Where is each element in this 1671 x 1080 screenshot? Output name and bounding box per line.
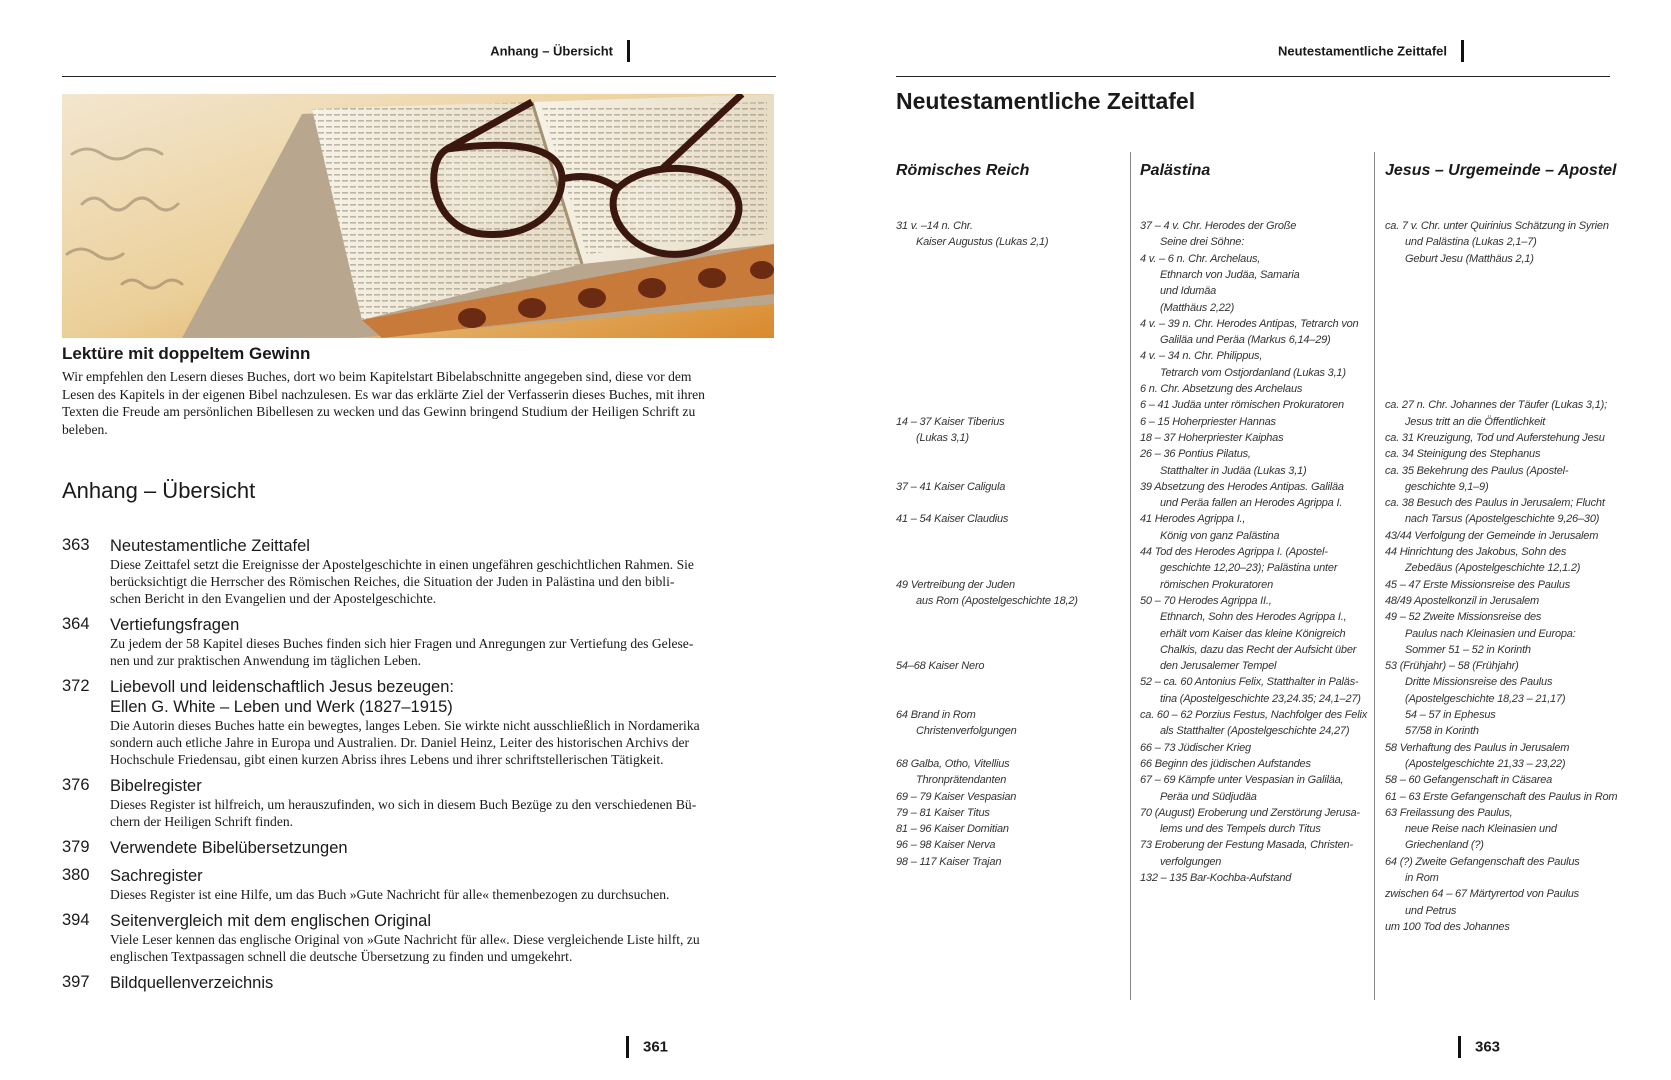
timeline-entry: Chalkis, dazu das Recht der Aufsicht über [1160,643,1357,656]
toc-page-number: 397 [62,973,90,991]
timeline-entry: ca. 38 Besuch des Paulus in Jerusalem; Flucht [1385,497,1605,510]
column-divider [1130,152,1131,1000]
column-heading-roman-empire: Römisches Reich [896,162,1030,179]
toc-description: Dieses Register ist eine Hilfe, um das Buch »Gute Nachricht für alle« themenbezogen zu durchsuchen. [110,887,670,902]
timeline-entry: 57/58 in Korinth [1405,725,1479,738]
timeline-entry: Tetrarch vom Ostjordanland (Lukas 3,1) [1160,366,1346,379]
timeline-entry: 45 – 47 Erste Missionsreise des Paulus [1385,578,1570,591]
toc-title: Bibelregister [110,777,202,795]
toc-entry [62,866,774,903]
toc-entry [62,838,774,858]
toc-title: Liebevoll und leidenschaftlich Jesus bezeugen: [110,678,454,696]
toc-description: sondern auch etliche Jahre in Europa und Australien. Dr. Daniel Heinz, Leiter des historischen Archivs der [110,735,690,750]
timeline-entry: 53 (Frühjahr) – 58 (Frühjahr) [1385,660,1519,673]
timeline-entry: Griechenland (?) [1405,839,1484,852]
page-number: 361 [643,1038,669,1056]
timeline-entry: 63 Freilassung des Paulus, [1385,806,1513,819]
timeline-entry: (Lukas 3,1) [916,431,969,444]
column-heading-palestine: Palästina [1140,162,1211,179]
timeline-entry: 49 – 52 Zweite Missionsreise des [1385,611,1542,624]
toc-entry [62,973,774,993]
timeline-entry: um 100 Tod des Johannes [1385,920,1510,933]
toc-description: Hochschule Friedensau, gibt einen kurzen Abriss ihres Lebens und ihrer schriftstellerischen Tätigkeit. [110,752,664,767]
timeline-entry: 64 Brand in Rom [896,709,976,721]
toc-page-number: 364 [62,615,90,633]
timeline-entry: 73 Eroberung der Festung Masada, Christen- [1140,839,1353,852]
timeline-entry: und Petrus [1405,904,1457,917]
toc-title: Neutestamentliche Zeittafel [110,537,310,555]
toc-title: Sachregister [110,867,203,885]
timeline-entry: Galiläa und Peräa (Markus 6,14–29) [1160,334,1331,347]
toc-entry [62,677,774,768]
toc-title: Verwendete Bibelübersetzungen [110,839,348,857]
running-head-left [62,40,630,62]
timeline-entry: römischen Prokuratoren [1160,578,1273,591]
timeline-entry: Geburt Jesu (Matthäus 2,1) [1405,252,1534,265]
sidebar-line: Texten die Freude am persönlichen Bibellesen zu wecken und das Gewinn bringend Studium der Heiligen Schrift zu [62,404,696,419]
timeline-entry: geschichte 12,20–23); Palästina unter [1160,562,1338,575]
timeline-entry: Thronprätendanten [916,774,1007,787]
timeline-entry: geschichte 9,1–9) [1405,480,1489,493]
timeline-entry: 41 Herodes Agrippa I., [1140,513,1246,526]
timeline-entry: 58 Verhaftung des Paulus in Jerusalem [1385,741,1570,754]
timeline-entry: 6 n. Chr. Absetzung des Archelaus [1140,383,1303,395]
timeline-entry: lems und des Tempels durch Titus [1160,823,1321,836]
timeline-entry: 14 – 37 Kaiser Tiberius [896,415,1005,428]
timeline-entry: und Palästina (Lukas 2,1–7) [1405,236,1537,249]
timeline-entry: als Statthalter (Apostelgeschichte 24,27) [1160,725,1350,738]
timeline-entry: 79 – 81 Kaiser Titus [896,806,990,819]
timeline-entry: 48/49 Apostelkonzil in Jerusalem [1385,594,1540,607]
timeline-entry: (Apostelgeschichte 21,33 – 23,22) [1405,757,1566,770]
toc-description: Diese Zeittafel setzt die Ereignisse der Apostelgeschichte in einen ungefähren geschichtlichen Rahmen. Sie [110,557,694,572]
timeline-entry: 66 – 73 Jüdischer Krieg [1140,741,1251,754]
page-number-right [1458,1036,1500,1058]
timeline-entry: neue Reise nach Kleinasien und [1405,823,1557,836]
timeline-entry: 43/44 Verfolgung der Gemeinde in Jerusalem [1385,529,1599,542]
timeline-entry: König von ganz Palästina [1160,529,1280,542]
timeline-entry: ca. 35 Bekehrung des Paulus (Apostel- [1385,464,1569,477]
running-head-text: Neutestamentliche Zeittafel [1277,43,1447,59]
timeline-entry: Dritte Missionsreise des Paulus [1405,676,1553,689]
toc-page-number: 379 [62,838,90,856]
timeline-entry: 52 – ca. 60 Antonius Felix, Statthalter in Paläs- [1140,676,1359,689]
timeline-entry: ca. 27 n. Chr. Johannes der Täufer (Lukas 3,1); [1385,399,1607,412]
toc-entry [62,911,774,965]
sidebar-line: Lesen des Kapitels in der eigenen Bibel nachzulesen. Es war das erklärte Ziel der Verfasserin dieses Buches, mit ihren [62,386,705,402]
toc-page-number: 376 [62,776,90,794]
page-title: Neutestamentliche Zeittafel [896,88,1196,114]
timeline-entry: 31 v. –14 n. Chr. [896,220,973,232]
timeline-entry: (Matthäus 2,22) [1160,301,1235,314]
timeline-entry: 44 Tod des Herodes Agrippa I. (Apostel- [1140,546,1328,558]
running-head-bar [1461,40,1464,62]
timeline-entry: 69 – 79 Kaiser Vespasian [896,790,1017,803]
timeline-entry: Ethnarch von Judäa, Samaria [1160,268,1300,281]
timeline-entry: 58 – 60 Gefangenschaft in Cäsarea [1385,774,1553,787]
photo-bible-glasses [62,94,774,338]
timeline-entry: Jesus tritt an die Öffentlichkeit [1405,415,1546,428]
timeline-entry: tina (Apostelgeschichte 23,24.35; 24,1–27) [1160,692,1361,705]
toc-description: berücksichtigt die Herrscher des Römischen Reiches, die Situation der Juden in Palästina und den bibli- [110,574,675,589]
timeline-entry: Zebedäus (Apostelgeschichte 12,1.2) [1405,562,1581,575]
toc-description: chern der Heiligen Schrift finden. [110,814,294,829]
timeline-entry: 6 – 15 Hoherpriester Hannas [1140,415,1276,428]
timeline-entry: Kaiser Augustus (Lukas 2,1) [916,236,1049,249]
timeline-entry: 64 (?) Zweite Gefangenschaft des Paulus [1385,855,1580,868]
page-number: 363 [1475,1038,1501,1056]
timeline-entry: Paulus nach Kleinasien und Europa: [1405,627,1576,640]
timeline-entry: 66 Beginn des jüdischen Aufstandes [1140,757,1311,770]
timeline-entry: 54 – 57 in Ephesus [1405,709,1496,721]
toc-description: Viele Leser kennen das englische Original von »Gute Nachricht für alle«. Diese vergleichende Liste hilft, zu [110,932,700,947]
timeline-entry: Christenverfolgungen [916,725,1017,738]
timeline-entry: Sommer 51 – 52 in Korinth [1405,643,1531,656]
timeline-entry: aus Rom (Apostelgeschichte 18,2) [916,594,1078,607]
timeline-entry: 4 v. – 6 n. Chr. Archelaus, [1140,252,1261,265]
timeline-entry: (Apostelgeschichte 18,23 – 21,17) [1405,692,1566,705]
toc-page-number: 394 [62,911,90,929]
timeline-entry: 4 v. – 34 n. Chr. Philippus, [1140,350,1263,363]
timeline-entry: 132 – 135 Bar-Kochba-Aufstand [1140,872,1292,884]
timeline-entry: 18 – 37 Hoherpriester Kaiphas [1140,431,1284,444]
header-rule [896,76,1610,77]
page-number-left [626,1036,668,1058]
toc-description: Dieses Register ist hilfreich, um herauszufinden, wo sich in diesem Buch Bezüge zu den verschiedenen Bü- [110,797,697,812]
toc-entry [62,536,774,607]
folio-bar [1458,1036,1461,1058]
timeline-entry: nach Tarsus (Apostelgeschichte 9,26–30) [1405,513,1600,526]
sidebar-title: Lektüre mit doppeltem Gewinn [62,344,311,363]
toc-description: Zu jedem der 58 Kapitel dieses Buches finden sich hier Fragen und Anregungen zur Vertiefung des Gelese- [110,636,694,651]
timeline-entry: erhält vom Kaiser das kleine Königreich [1160,627,1346,640]
timeline-entry: 4 v. – 39 n. Chr. Herodes Antipas, Tetrarch von [1140,317,1359,330]
timeline-entry: und Peräa fallen an Herodes Agrippa I. [1160,497,1343,510]
timeline-entry: 70 (August) Eroberung und Zerstörung Jerusa- [1140,806,1360,819]
running-head-right [896,40,1464,62]
timeline-entry: 37 – 4 v. Chr. Herodes der Große [1140,220,1297,232]
toc-title: Seitenvergleich mit dem englischen Original [110,912,431,930]
timeline-entry: ca. 34 Steinigung des Stephanus [1385,448,1541,461]
timeline-entry: 6 – 41 Judäa unter römischen Prokuratoren [1140,399,1344,412]
toc-title: Bildquellenverzeichnis [110,974,274,992]
toc-description: schen Bericht in den Evangelien und der Apostelgeschichte. [110,591,437,606]
toc-description: englischen Textpassagen schnell die deutsche Übersetzung zu finden und umgekehrt. [110,949,573,964]
timeline-entry: 98 – 117 Kaiser Trajan [896,855,1002,868]
column-divider [1374,152,1375,1000]
running-head-bar [627,40,630,62]
timeline-entry: den Jerusalemer Tempel [1160,660,1277,673]
timeline-entry: 39 Absetzung des Herodes Antipas. Galiläa [1140,480,1344,493]
timeline-entry: 44 Hinrichtung des Jakobus, Sohn des [1385,546,1567,558]
timeline-entry: 41 – 54 Kaiser Claudius [896,513,1009,526]
table-of-contents [62,536,774,1001]
sidebar-line: beleben. [62,421,108,437]
timeline-entry: Seine drei Söhne: [1160,236,1245,249]
toc-page-number: 380 [62,866,90,884]
timeline-entry: 81 – 96 Kaiser Domitian [896,823,1009,836]
timeline-entry: Ethnarch, Sohn des Herodes Agrippa I., [1160,611,1347,624]
toc-entry [62,615,774,669]
sidebar-text [62,368,774,438]
toc-title: Vertiefungsfragen [110,616,240,634]
timeline-entry: in Rom [1405,872,1439,884]
timeline-entry: und Idumäa [1160,285,1217,298]
toc-page-number: 363 [62,536,90,554]
toc-page-number: 372 [62,677,90,695]
timeline-entry: 49 Vertreibung der Juden [896,578,1015,591]
folio-bar [626,1036,629,1058]
timeline-entry: 37 – 41 Kaiser Caligula [896,480,1006,493]
section-title: Anhang – Übersicht [62,478,256,503]
running-head-text: Anhang – Übersicht [490,43,613,59]
toc-title: Ellen G. White – Leben und Werk (1827–1915) [110,698,453,716]
timeline-entry: ca. 7 v. Chr. unter Quirinius Schätzung in Syrien [1385,220,1609,232]
left-page [0,0,835,1080]
timeline-entry: 26 – 36 Pontius Pilatus, [1140,448,1251,461]
timeline-entry: 67 – 69 Kämpfe unter Vespasian in Galiläa, [1140,774,1344,787]
timeline-entry: Peräa und Südjudäa [1160,790,1257,803]
toc-description: Die Autorin dieses Buches hatte ein bewegtes, langes Leben. Sie wirkte nicht ausschließlich in Nordamerika [110,718,700,733]
timeline-entry: ca. 31 Kreuzigung, Tod und Auferstehung Jesu [1385,431,1605,444]
toc-description: nen und zur praktischen Anwendung im täglichen Leben. [110,653,422,668]
timeline-entry: ca. 60 – 62 Porzius Festus, Nachfolger des Felix [1140,709,1368,721]
column-heading-jesus-church-apostles: Jesus – Urgemeinde – Apostel [1385,162,1617,179]
timeline-entry: 54–68 Kaiser Nero [896,660,985,673]
timeline-entry: 50 – 70 Herodes Agrippa II., [1140,594,1272,607]
sidebar-line: Wir empfehlen den Lesern dieses Buches, dort wo beim Kapitelstart Bibelabschnitte angegeben sind, diese vor dem [62,369,692,384]
timeline-entry: zwischen 64 – 67 Märtyrertod von Paulus [1385,888,1579,901]
timeline-entry: 68 Galba, Otho, Vitellius [896,757,1010,770]
timeline-entry: 61 – 63 Erste Gefangenschaft des Paulus in Rom [1385,790,1618,803]
timeline-entry: 96 – 98 Kaiser Nerva [896,839,996,852]
toc-entry [62,776,774,830]
timeline-entry: verfolgungen [1160,855,1222,868]
header-rule [62,76,776,77]
timeline-entry: Statthalter in Judäa (Lukas 3,1) [1160,464,1307,477]
